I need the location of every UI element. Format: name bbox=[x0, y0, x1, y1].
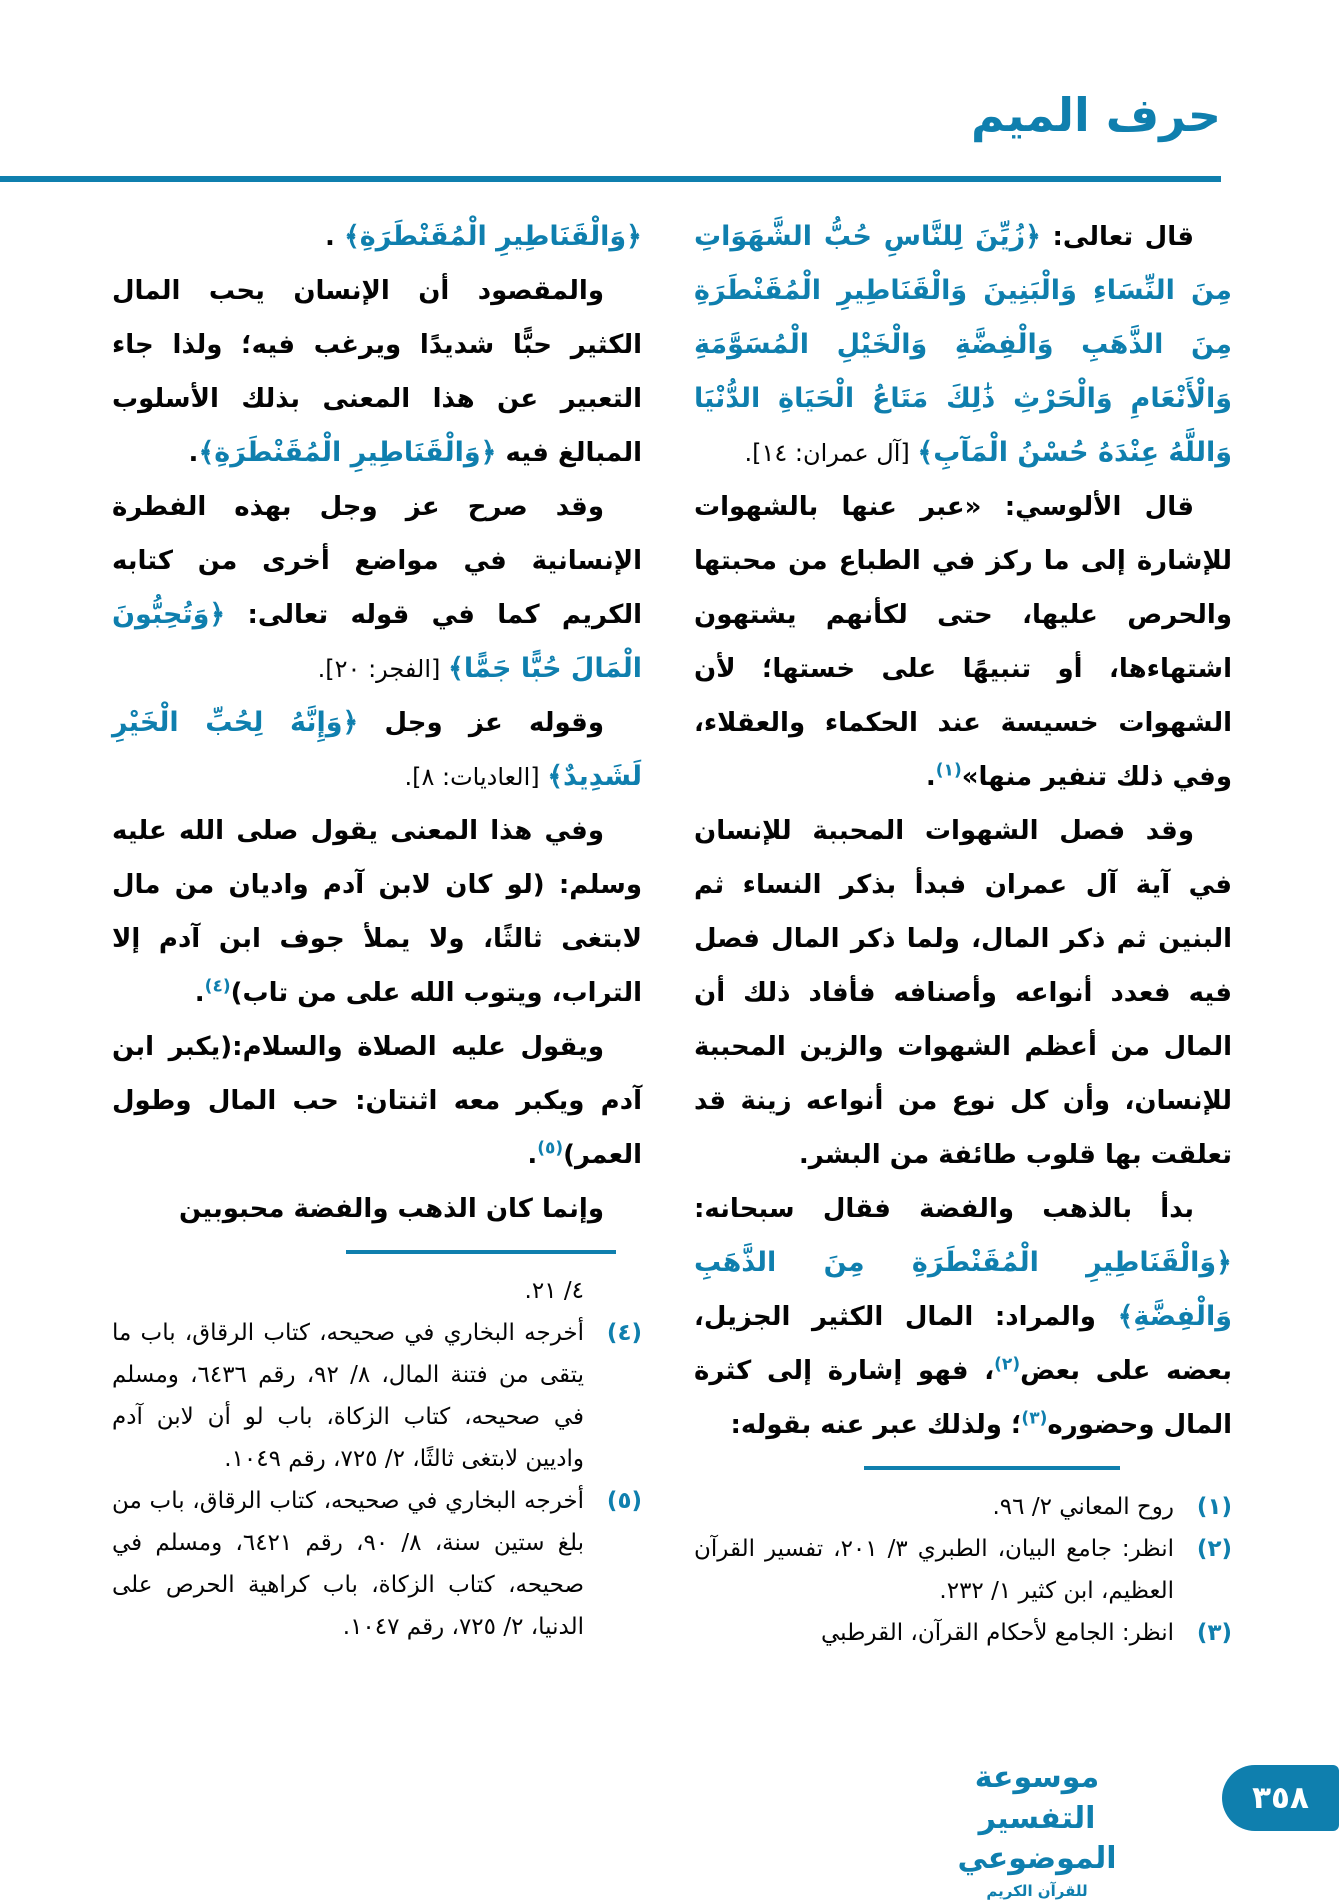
footnote-marker: (٥) bbox=[606, 1488, 642, 1514]
verse-citation: [العاديات: ٨]. bbox=[404, 763, 548, 791]
footnote bbox=[112, 1480, 642, 1648]
body-text: . bbox=[527, 1140, 538, 1170]
body-text: وقد صرح عز وجل بهذه الفطرة الإنسانية في مواضع أخرى من كتابه الكريم كما في قوله تعالى: bbox=[112, 492, 642, 630]
page-body bbox=[112, 210, 1232, 1654]
footnote bbox=[112, 1312, 642, 1480]
footnote-ref-marker: (٢) bbox=[994, 1354, 1021, 1375]
commentary-paragraph bbox=[112, 264, 642, 480]
body-text: . bbox=[325, 222, 344, 252]
quran-quote-line bbox=[112, 210, 642, 264]
commentary-paragraph bbox=[112, 696, 642, 804]
body-text: . bbox=[194, 978, 205, 1008]
body-text: وقد فصل الشهوات المحببة للإنسان في آية آل عمران فبدأ بذكر النساء ثم البنين ثم ذكر المال، ولما ذكر المال فصل فيه فعدد أنواعه وأصنافه فأفاد ذلك أن المال من أعظم الشهوات والزين المحببة للإنسان، وأن كل نوع من أنواعه زينة قد تعلقت بها قلوب طائفة من البشر. bbox=[694, 816, 1232, 1170]
body-text: . bbox=[188, 438, 199, 468]
footnote bbox=[112, 1270, 642, 1312]
quran-verse-text: ﴿وَتُحِبُّونَ الْمَالَ حُبًّا جَمًّا﴾ bbox=[112, 599, 642, 684]
column-left-text bbox=[112, 210, 642, 1236]
footnote-marker: (٣) bbox=[1196, 1620, 1232, 1646]
quran-verse-text: ﴿وَالْقَنَاطِيرِ الْمُقَنْطَرَةِ مِنَ الذَّهَبِ وَالْفِضَّةِ﴾ bbox=[694, 1247, 1232, 1332]
footnote-separator bbox=[864, 1466, 1120, 1470]
body-text: . bbox=[925, 762, 936, 792]
footnote-text: أخرجه البخاري في صحيحه، كتاب الرقاق، باب من بلغ ستين سنة، ٨/ ٩٠، رقم ٦٤٢١، ومسلم في صحيحه، كتاب الزكاة، باب كراهية الحرص على الدنيا، ٢/ ٧٢٥، رقم ١٠٤٧. bbox=[112, 1488, 584, 1640]
footnote-text: أخرجه البخاري في صحيحه، كتاب الرقاق، باب ما يتقى من فتنة المال، ٨/ ٩٢، رقم ٦٤٣٦، ومسلم في صحيحه، كتاب الزكاة، باب لو أن لابن آدم واديين لابتغى ثالثًا، ٢/ ٧٢٥، رقم ١٠٤٩. bbox=[112, 1320, 584, 1472]
quran-verse-text: ﴿زُيِّنَ لِلنَّاسِ حُبُّ الشَّهَوَاتِ مِنَ النِّسَاءِ وَالْبَنِينَ وَالْقَنَاطِيرِ الْمُقَنْطَرَةِ مِنَ الذَّهَبِ وَالْفِضَّةِ وَالْخَيْلِ الْمُسَوَّمَةِ وَالْأَنْعَامِ وَالْحَرْثِ ذَٰلِكَ مَتَاعُ الْحَيَاةِ الدُّنْيَا وَاللَّهُ عِنْدَهُ حُسْنُ الْمَآبِ﴾ bbox=[694, 221, 1232, 468]
commentary-paragraph bbox=[694, 480, 1232, 804]
hadith-paragraph bbox=[112, 804, 642, 1020]
footnote-marker: (٢) bbox=[1196, 1536, 1232, 1562]
footnote-separator bbox=[346, 1250, 616, 1254]
footnote-ref-marker: (١) bbox=[935, 760, 962, 781]
footnote-text: ٤/ ٢١. bbox=[524, 1278, 584, 1304]
quran-verse-text: ﴿وَالْقَنَاطِيرِ الْمُقَنْطَرَةِ﴾ bbox=[343, 221, 642, 252]
verse-citation: [الفجر: ٢٠]. bbox=[317, 655, 448, 683]
body-text: بدأ بالذهب والفضة فقال سبحانه: bbox=[694, 1194, 1194, 1224]
chapter-heading: حرف الميم bbox=[971, 88, 1221, 142]
body-text: والمراد: المال الكثير الجزيل، بعضه على بعض bbox=[694, 1302, 1232, 1386]
footnote bbox=[694, 1486, 1232, 1528]
quran-verse-text: ﴿وَالْقَنَاطِيرِ الْمُقَنْطَرَةِ﴾ bbox=[198, 437, 497, 468]
body-text: والمقصود أن الإنسان يحب المال الكثير حبًّا شديدًا ويرغب فيه؛ ولذا جاء التعبير عن هذا المعنى بذلك الأسلوب المبالغ فيه bbox=[112, 276, 642, 468]
verse-citation: [آل عمران: ١٤]. bbox=[744, 439, 918, 467]
footnote-text: انظر: جامع البيان، الطبري ٣/ ٢٠١، تفسير القرآن العظيم، ابن كثير ١/ ٢٣٢. bbox=[694, 1536, 1174, 1604]
publisher-logo bbox=[912, 1758, 1162, 1900]
commentary-paragraph bbox=[694, 804, 1232, 1182]
footnote bbox=[694, 1612, 1232, 1654]
body-text: ، فهو إشارة إلى كثرة المال وحضوره bbox=[694, 1356, 1232, 1440]
footnotes-right bbox=[694, 1486, 1232, 1654]
body-text: وإنما كان الذهب والفضة محبوبين bbox=[178, 1194, 604, 1224]
footnote-text: روح المعاني ٢/ ٩٦. bbox=[992, 1494, 1174, 1520]
body-text: ويقول عليه الصلاة والسلام:(يكبر ابن آدم ويكبر معه اثنتان: حب المال وطول العمر) bbox=[112, 1032, 642, 1170]
footnote-ref-marker: (٥) bbox=[537, 1138, 564, 1159]
footnote-marker bbox=[590, 1270, 642, 1312]
publisher-logo-title: موسوعة التفسير الموضوعي bbox=[957, 1760, 1117, 1876]
column-right-text bbox=[694, 210, 1232, 1452]
body-text: قال الألوسي: «عبر عنها بالشهوات للإشارة إلى ما ركز في الطباع من محبتها والحرص عليها، حتى لكأنهم يشتهون اشتهاءها، أو تنبيهًا على خستها؛ لأن الشهوات خسيسة عند الحكماء والعقلاء، وفي ذلك تنفير منها» bbox=[694, 492, 1232, 792]
hadith-paragraph bbox=[112, 1020, 642, 1182]
page-number-badge: ٣٥٨ bbox=[1222, 1765, 1339, 1831]
footnote bbox=[694, 1528, 1232, 1612]
footnote-ref-marker: (٤) bbox=[204, 976, 231, 997]
commentary-paragraph bbox=[694, 1182, 1232, 1452]
body-text: وفي هذا المعنى يقول صلى الله عليه وسلم: (لو كان لابن آدم واديان من مال لابتغى ثالثًا، ولا يملأ جوف ابن آدم إلا التراب، ويتوب الله على من تاب) bbox=[112, 816, 642, 1008]
body-text: وقوله عز وجل bbox=[358, 708, 604, 738]
header-rule bbox=[0, 176, 1221, 182]
footnotes-left bbox=[112, 1270, 642, 1648]
body-text: ؛ ولذلك عبر عنه بقوله: bbox=[730, 1410, 1022, 1440]
footnote-ref-marker: (٣) bbox=[1021, 1408, 1048, 1429]
column-right bbox=[694, 210, 1232, 1654]
commentary-paragraph bbox=[112, 1182, 642, 1236]
footnote-marker: (١) bbox=[1196, 1494, 1232, 1520]
body-text: قال تعالى: bbox=[1040, 222, 1195, 252]
publisher-logo-subtitle: للقرآن الكريم bbox=[986, 1881, 1088, 1900]
column-left bbox=[112, 210, 642, 1648]
quran-verse-paragraph bbox=[694, 210, 1232, 480]
commentary-paragraph bbox=[112, 480, 642, 696]
footnote-text: انظر: الجامع لأحكام القرآن، القرطبي bbox=[820, 1620, 1174, 1646]
quran-verse-text: ﴿وَإِنَّهُ لِحُبِّ الْخَيْرِ لَشَدِيدٌ﴾ bbox=[112, 707, 642, 792]
footnote-marker: (٤) bbox=[606, 1320, 642, 1346]
